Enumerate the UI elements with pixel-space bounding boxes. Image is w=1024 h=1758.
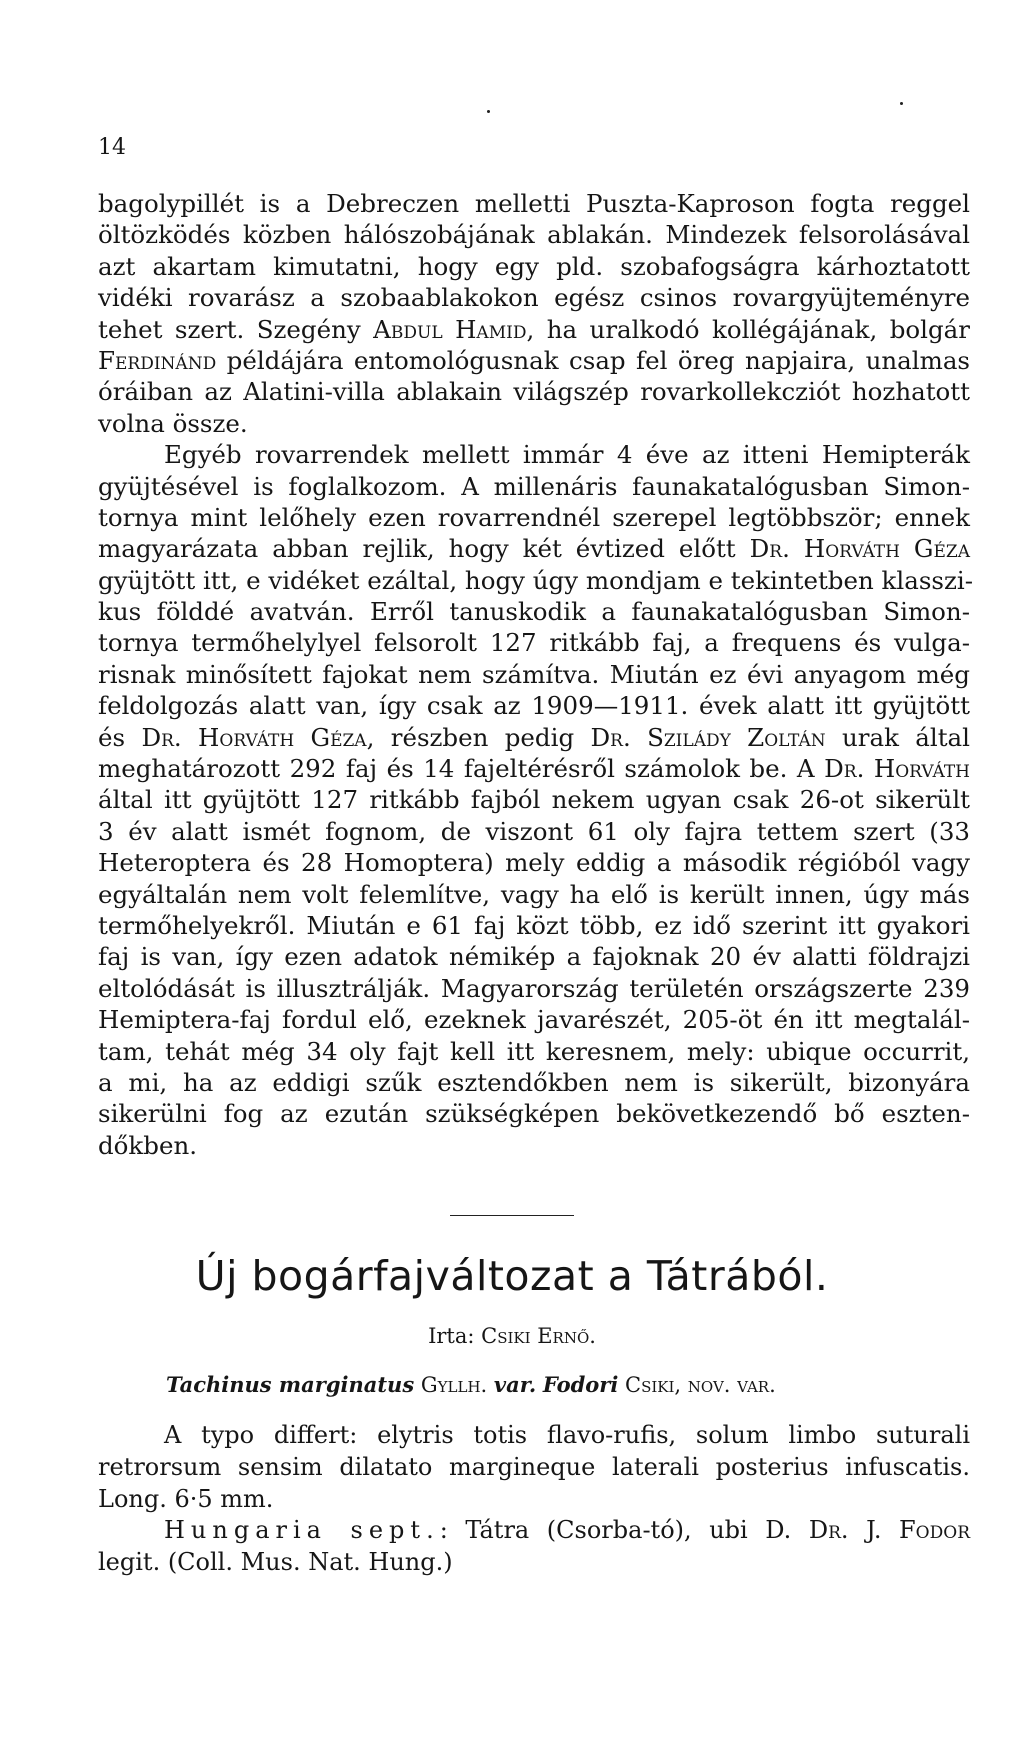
locality-line (98, 1515, 970, 1547)
text-line (98, 973, 970, 1004)
taxon-species: Tachinus marginatus (166, 1372, 415, 1397)
text-segment: eltolódását is illusztrálják. Magyarország területén országszerte 239 (98, 973, 970, 1003)
body-text (98, 188, 974, 1161)
text-line (98, 533, 970, 564)
text-line (98, 722, 970, 753)
text-line (98, 251, 970, 282)
diagnosis-line: A typo differt: elytris totis flavo-rufis, solum limbo suturali (164, 1421, 970, 1449)
text-segment: egyáltalán nem volt felemlítve, vagy ha elő is került innen, úgy más (98, 879, 970, 909)
text-segment: öltözködés közben hálószobájának ablakán. Mindezek felsorolásával (98, 220, 970, 250)
text-line (98, 502, 970, 533)
text-segment: feldolgozás alatt van, így csak az 1909—1911. évek alatt itt gyüjtött (98, 691, 970, 721)
text-segment: Hemiptera-faj fordul elő, ezeknek javarészét, 205-öt én itt megtalál- (98, 1005, 970, 1035)
text-line (98, 690, 970, 721)
text-segment: tornya mint lelőhely ezen rovarrendnél szerepel legtöbbször; ennek (98, 502, 970, 532)
text-line (98, 1130, 970, 1161)
text-segment: tornya termőhelylyel felsorolt 127 ritkább faj, a frequens és vulga- (98, 628, 970, 658)
text-line (98, 784, 970, 815)
person-name: Abdul Hamid (373, 314, 527, 344)
text-segment: , ha uralkodó kollégájának, bolgár (526, 314, 970, 344)
text-segment: Heteroptera és 28 Homoptera) mely eddig a második régióból vagy (98, 848, 970, 878)
text-line (98, 314, 970, 345)
text-segment: példájára entomológusnak csap fel öreg napjaira, unalmas (216, 345, 970, 375)
paragraph-1 (98, 188, 970, 439)
byline-author: Csiki Ernő. (481, 1324, 596, 1348)
legit-line: legit. (Coll. Mus. Nat. Hung.) (98, 1548, 453, 1577)
text-line (98, 941, 970, 972)
locality-text: : Tátra (Csorba-tó), ubi D. (439, 1516, 809, 1545)
text-line (98, 439, 970, 470)
text-segment: bagolypillét is a Debreczen melletti Puszta-Kaproson fogta reggel (98, 189, 970, 218)
text-segment: Egyéb rovarrendek mellett immár 4 éve az itteni Hemipterák (164, 440, 970, 470)
text-segment: gyüjtésével is foglalkozom. A millenáris faunakatalógusban Simon- (98, 471, 970, 501)
text-line (98, 1036, 970, 1067)
locality-country: Hungaria sept. (164, 1516, 440, 1545)
text-segment: által itt gyüjtött 127 ritkább fajból nekem ugyan csak 26-ot sikerült (98, 785, 970, 815)
diagnosis-line: Long. 6·5 mm. (98, 1484, 274, 1513)
text-segment: kus földdé avatván. Erről tanuskodik a faunakatalógusban Simon- (98, 597, 970, 627)
text-segment: tehet szert. Szegény (98, 314, 374, 344)
text-segment: risnak minősített fajokat nem számítva. Miután ez évi anyagom még (98, 659, 970, 689)
taxon-variety: Fodori (542, 1372, 619, 1397)
byline-prefix: Irta: (428, 1324, 482, 1348)
text-line (98, 219, 970, 250)
text-segment: tam, tehát még 34 oly fajt kell itt keresnem, mely: ubique occurrit, (98, 1036, 970, 1066)
person-name: Dr. Horváth Géza (141, 722, 367, 752)
text-line (98, 282, 970, 313)
text-segment: és (98, 722, 142, 752)
text-segment: volna össze. (98, 408, 248, 438)
taxon-rank: var. (493, 1372, 537, 1397)
person-name: Dr. Szilády Zoltán (590, 722, 826, 752)
text-line (98, 753, 970, 784)
text-line (98, 471, 970, 502)
text-line (98, 1098, 970, 1129)
text-line (98, 565, 974, 596)
locality-collector: Dr. J. Fodor (808, 1516, 970, 1545)
text-line (98, 627, 970, 658)
text-line (98, 816, 970, 847)
text-segment: , részben pedig (366, 722, 591, 752)
taxon-variety-author: Csiki, nov. var. (625, 1373, 776, 1397)
paragraph-2 (98, 439, 974, 1161)
text-segment: termőhelyekről. Miután e 61 faj közt több, ez idő szerint itt gyakori (98, 910, 970, 940)
text-line (98, 847, 970, 878)
text-line (98, 376, 970, 407)
text-segment: urak által (825, 722, 970, 752)
text-line (98, 345, 970, 376)
page-number: 14 (98, 135, 126, 160)
diagnosis (98, 1420, 970, 1579)
text-segment: gyüjtött itt, e vidéket ezáltal, hogy úgy mondjam e tekintetben klasszi- (98, 565, 974, 595)
byline (0, 1324, 1024, 1348)
text-segment: vidéki rovarász a szobaablakokon egész csinos rovargyüjteményre (98, 283, 970, 313)
text-segment: a mi, ha az eddigi szűk esztendőkben nem is sikerült, bizonyára (98, 1067, 970, 1097)
text-line (98, 408, 970, 439)
text-line (98, 596, 970, 627)
text-line (98, 659, 970, 690)
text-segment: azt akartam kimutatni, hogy egy pld. szobafogságra kárhoztatott (98, 251, 970, 281)
person-name: Dr. Horváth Géza (749, 534, 970, 564)
text-line (98, 188, 970, 219)
text-line (98, 879, 970, 910)
text-segment: dőkben. (98, 1130, 198, 1160)
text-line (98, 1004, 970, 1035)
text-line (98, 910, 970, 941)
diagnosis-line: retrorsum sensim dilatato margineque laterali posterius infuscatis. (98, 1452, 970, 1481)
text-segment: magyarázata abban rejlik, hogy két évtized előtt (98, 534, 750, 564)
person-name: Ferdinánd (98, 345, 217, 375)
article-title: Új bogárfajváltozat a Tátrából. (195, 1252, 829, 1300)
text-segment: 3 év alatt ismét fognom, de viszont 61 oly fajra tettem szert (33 (98, 816, 970, 846)
text-segment: faj is van, így ezen adatok némikép a fajoknak 20 év alatti földrajzi (98, 942, 970, 972)
text-segment: sikerülni fog az ezután szükségképen bekövetkezendő bő eszten- (98, 1099, 970, 1129)
section-divider (450, 1215, 574, 1216)
text-segment: meghatározott 292 faj és 14 fajeltérésről számolok be. A (98, 754, 825, 784)
taxon-author: Gyllh. (420, 1373, 488, 1397)
text-segment: óráiban az Alatini-villa ablakain világszép rovarkollekcziót hozhatott (98, 377, 970, 407)
person-name: Dr. Horváth (824, 754, 970, 784)
taxon-heading (166, 1372, 886, 1397)
text-line (98, 1067, 970, 1098)
